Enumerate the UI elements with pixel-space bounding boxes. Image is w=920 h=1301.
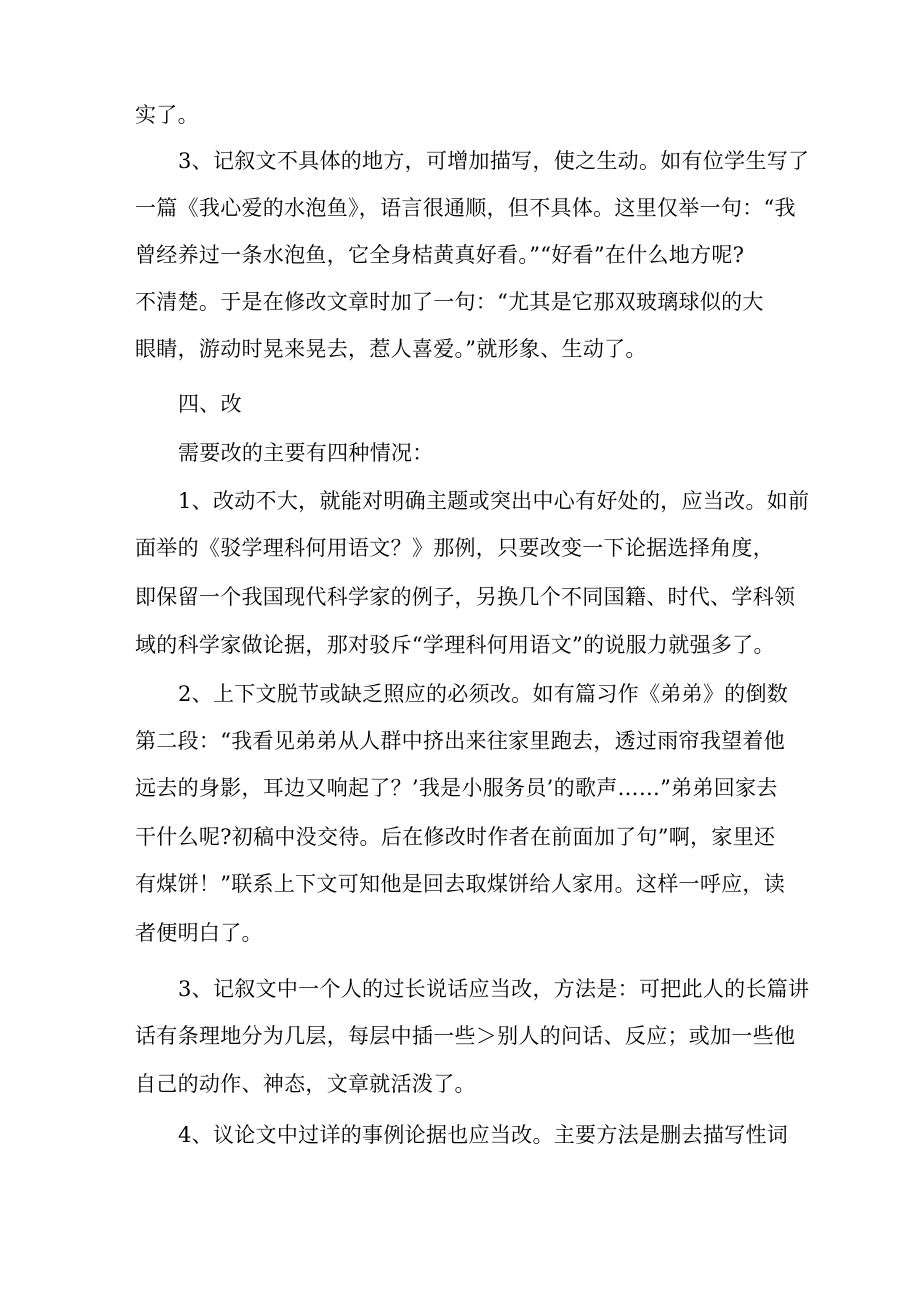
paragraph-line: 需要改的主要有四种情况：: [178, 441, 434, 465]
paragraph-line: 远去的身影，耳边又响起了？’我是小服务员’的歌声……”弟弟回家去: [135, 776, 778, 800]
paragraph-line: 3、记叙文中一个人的过长说话应当改，方法是：可把此人的长篇讲: [178, 977, 810, 1001]
paragraph-line: 域的科学家做论据，那对驳斥“学理科何用语文”的说服力就强多了。: [135, 633, 775, 657]
paragraph-line: 话有条理地分为几层，每层中插一些＞别人的问话、反应；或加一些他: [135, 1024, 796, 1048]
paragraph-line: 干什么呢?初稿中没交待。后在修改时作者在前面加了句”啊，家里还: [135, 825, 776, 849]
paragraph-line: 面举的《驳学理科何用语文？》那例，只要改变一下论据选择角度，: [135, 536, 774, 560]
paragraph-line: 4、议论文中过详的事例论据也应当改。主要方法是删去描写性词: [178, 1123, 789, 1147]
paragraph-line: 实了。: [135, 103, 199, 127]
paragraph-line: 者便明白了。: [135, 921, 263, 945]
paragraph-line: 有煤饼！”联系上下文可知他是回去取煤饼给人家用。这样一呼应，读: [135, 872, 786, 896]
paragraph-line: 2、上下文脱节或缺乏照应的必须改。如有篇习作《弟弟》的倒数: [178, 682, 789, 706]
paragraph-line: 自己的动作、神态，文章就活泼了。: [135, 1072, 476, 1096]
paragraph-line: 不清楚。于是在修改文章时加了一句：“尤其是它那双玻璃球似的大: [135, 290, 764, 314]
paragraph-line: 1、改动不大，就能对明确主题或突出中心有好处的，应当改。如前: [178, 489, 810, 513]
section-heading: 四、改: [178, 392, 242, 416]
paragraph-line: 第二段：“我看见弟弟从人群中挤出来往家里跑去，透过雨帘我望着他: [135, 729, 786, 753]
paragraph-line: 曾经养过一条水泡鱼，它全身桔黄真好看。”“好看”在什么地方呢?: [135, 243, 745, 267]
paragraph-line: 3、记叙文不具体的地方，可增加描写，使之生动。如有位学生写了: [178, 149, 810, 173]
paragraph-line: 一篇《我心爱的水泡鱼》，语言很通顺，但不具体。这里仅举一句：“我: [135, 196, 796, 220]
paragraph-line: 即保留一个我国现代科学家的例子，另换几个不同国籍、时代、学科领: [135, 585, 796, 609]
paragraph-line: 眼睛，游动时晃来晃去，惹人喜爱。”就形象、生动了。: [135, 337, 647, 361]
